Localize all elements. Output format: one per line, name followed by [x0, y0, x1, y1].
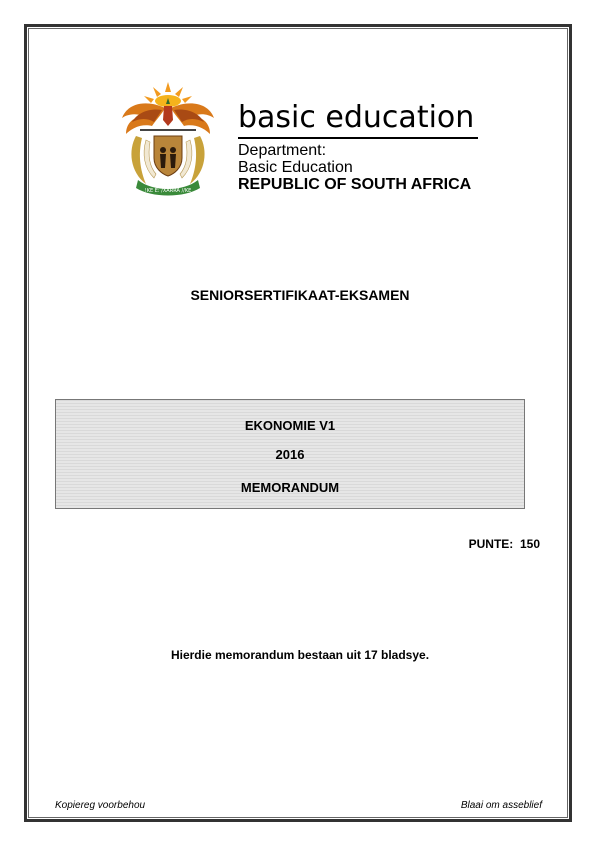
country-name: REPUBLIC OF SOUTH AFRICA	[238, 176, 472, 193]
brand-divider	[238, 137, 478, 139]
department-name: Basic Education	[238, 159, 353, 176]
copyright-note: Kopiereg voorbehou	[55, 800, 146, 811]
subject-name: EKONOMIE V1	[244, 418, 336, 433]
marks-value: 150	[519, 537, 540, 551]
marks-label: PUNTE:	[468, 537, 514, 551]
exam-title: SENIORSERTIFIKAAT-EKSAMEN	[190, 287, 410, 303]
marks	[469, 537, 540, 551]
crest-motto: !KE E: /XARRA //KE	[144, 188, 192, 194]
coat-of-arms-icon	[118, 80, 218, 198]
exam-year: 2016	[275, 447, 305, 462]
department-label: Department:	[238, 142, 327, 159]
page-count-note: Hierdie memorandum bestaan uit 17 bladsye.	[170, 648, 430, 662]
turn-over-note: Blaai om asseblief	[460, 800, 542, 811]
subject-box	[55, 399, 525, 509]
brand-title: basic education	[238, 100, 475, 135]
document-type: MEMORANDUM	[240, 480, 340, 495]
